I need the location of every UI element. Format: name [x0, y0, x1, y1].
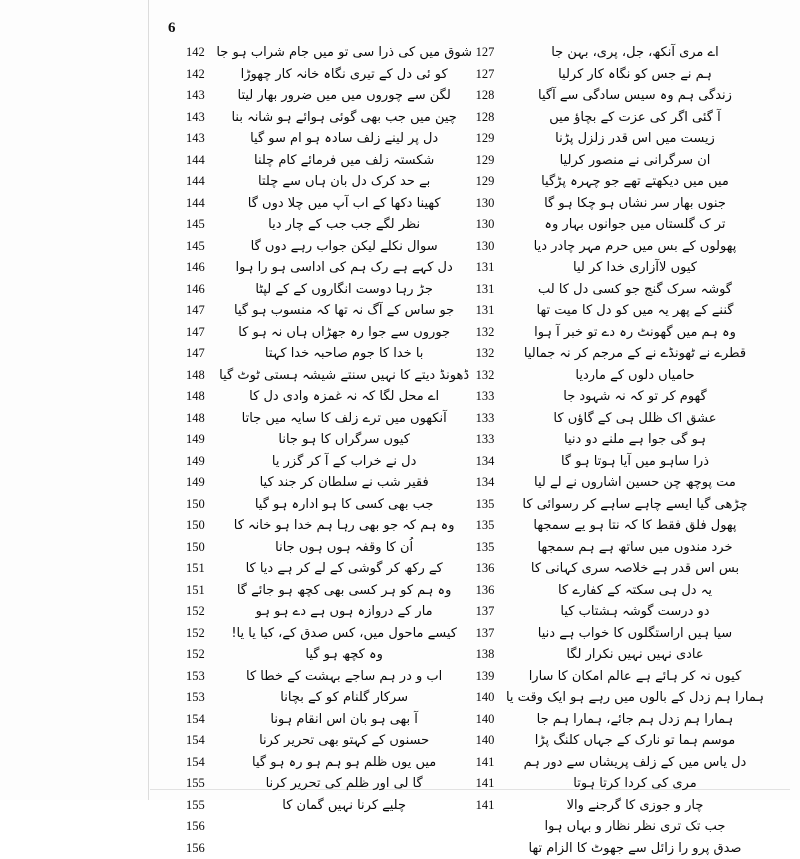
index-entry[interactable]	[150, 752, 208, 774]
index-entry-title: ان سرگرانی نے منصور کرلیا	[506, 150, 764, 172]
index-entry-title: چڑھی گیا ایسے چاہے ساہے کر رسوائی کا	[506, 494, 764, 516]
index-entry-page-number: 129	[472, 150, 498, 172]
index-entry-page-number: 151	[182, 558, 208, 580]
index-entry-page-number: 133	[472, 408, 498, 430]
index-entry-page-number: 148	[182, 365, 208, 387]
index-entry-page-number: 143	[182, 128, 208, 150]
index-entry[interactable]	[216, 214, 498, 236]
index-entry-page-number: 131	[472, 257, 498, 279]
index-entry[interactable]	[506, 42, 790, 64]
index-entry-title: کیوں سرگراں کا ہو جانا	[216, 429, 472, 451]
index-entry[interactable]	[150, 236, 208, 258]
index-entry-title: سوال نکلے لیکن جواب رہے دوں گا	[216, 236, 472, 258]
index-entry-page-number: 129	[472, 171, 498, 193]
index-entry-page-number: 137	[472, 601, 498, 623]
index-entry-title: عادی نہیں نہیں نکرار لگا	[506, 644, 764, 666]
index-entry-title: گھوم کر تو کہ نہ شہود جا	[506, 386, 764, 408]
index-entry[interactable]	[506, 128, 790, 150]
index-entry[interactable]	[506, 193, 790, 215]
index-entry[interactable]	[150, 537, 208, 559]
index-entry-title: مار کے دروازہ ہوں ہے دے ہو ہو	[216, 601, 472, 623]
index-entry-page-number: 146	[182, 279, 208, 301]
index-entry-title: اب و در ہم ساجے بہشت کے خطا کا	[216, 666, 472, 688]
index-entry[interactable]	[506, 85, 790, 107]
index-entry[interactable]	[216, 687, 498, 709]
index-entry[interactable]	[216, 752, 498, 774]
index-entry-title: نظر لگے جب جب کے چار دیا	[216, 214, 472, 236]
index-entry-page-number: 152	[182, 623, 208, 645]
index-entry[interactable]	[216, 709, 498, 731]
index-entry[interactable]	[506, 408, 790, 430]
index-entry[interactable]	[506, 494, 790, 516]
index-entry[interactable]	[216, 580, 498, 602]
index-entry-title: دل یاس میں کے زلف پریشاں سے دور ہم	[506, 752, 764, 774]
index-entry-page-number: 153	[182, 666, 208, 688]
index-entry[interactable]	[216, 150, 498, 172]
index-entry-page-number: 134	[472, 451, 498, 473]
index-entry-page-number: 143	[182, 85, 208, 107]
index-entry-title: مت پوچھ چن حسین اشاروں نے لے لیا	[506, 472, 764, 494]
index-entry-page-number: 140	[472, 709, 498, 731]
index-entry[interactable]	[216, 601, 498, 623]
index-entry[interactable]	[216, 386, 498, 408]
index-entry[interactable]	[216, 795, 498, 817]
index-entry-page-number: 134	[472, 472, 498, 494]
index-entry-title: جب بھی کسی کا ہو ادارہ ہو گیا	[216, 494, 472, 516]
index-entry-page-number: 132	[472, 322, 498, 344]
index-columns	[150, 42, 790, 859]
index-entry[interactable]	[216, 515, 498, 537]
index-entry-page-number: 135	[472, 515, 498, 537]
index-entry-title: چین میں جب بھی گوئی ہوائے ہو شانہ بنا	[216, 107, 472, 129]
index-entry[interactable]	[150, 85, 208, 107]
index-entry-title: کیوں نہ کر ہائے ہے عالم امکان کا سارا	[506, 666, 764, 688]
index-entry[interactable]	[506, 644, 790, 666]
index-entry-title: فقیر شب نے سلطان کر جند کیا	[216, 472, 472, 494]
page-number: 6	[168, 20, 176, 37]
index-entry[interactable]	[150, 429, 208, 451]
index-entry[interactable]	[216, 85, 498, 107]
index-entry-title: عشق اک ظلل ہی کے گاؤں کا	[506, 408, 764, 430]
index-entry-title: بے حد کرک دل بان ہاں سے چلتا	[216, 171, 472, 193]
index-entry[interactable]	[216, 408, 498, 430]
index-entry-page-number: 142	[182, 42, 208, 64]
index-entry-page-number: 156	[182, 838, 208, 859]
index-entry-title: آ گئی اگر کی عزت کے بچاؤ میں	[506, 107, 764, 129]
index-column-left	[150, 42, 208, 859]
index-entry-page-number: 132	[472, 343, 498, 365]
index-entry[interactable]	[150, 408, 208, 430]
index-entry[interactable]	[506, 623, 790, 645]
index-entry-title: کے رکھ کر گوشی کے لے کر ہے دیا کا	[216, 558, 472, 580]
index-entry-page-number: 133	[472, 386, 498, 408]
index-entry-title: پھولوں کے بس میں حرم مہر چادر دیا	[506, 236, 764, 258]
index-entry-page-number: 136	[472, 558, 498, 580]
index-entry-title: زندگی ہم وہ سیس سادگی سے آگیا	[506, 85, 764, 107]
index-entry[interactable]	[150, 709, 208, 731]
index-entry[interactable]	[506, 279, 790, 301]
index-entry-title: میں میں دیکھتے تھے جو چہرہ پڑگیا	[506, 171, 764, 193]
index-entry-title: جڑ رہا دوست انگاروں کے کے لپٹا	[216, 279, 472, 301]
index-entry[interactable]	[150, 838, 208, 859]
index-entry[interactable]	[506, 171, 790, 193]
index-entry-page-number: 152	[182, 601, 208, 623]
index-entry[interactable]	[506, 214, 790, 236]
index-entry-page-number: 140	[472, 730, 498, 752]
index-entry[interactable]	[150, 730, 208, 752]
index-entry-page-number: 149	[182, 472, 208, 494]
index-entry-title: زیست میں اس قدر زلزل پڑنا	[506, 128, 764, 150]
index-entry-title: جنوں بھار سر نشاں ہو چکا ہو گا	[506, 193, 764, 215]
index-entry[interactable]	[506, 429, 790, 451]
index-entry-page-number: 147	[182, 343, 208, 365]
index-entry[interactable]	[506, 709, 790, 731]
index-entry-title: وہ ہم میں گھونٹ رہ دے تو خبر آ ہوا	[506, 322, 764, 344]
index-entry-title: بس اس قدر ہے خلاصہ سری کہانی کا	[506, 558, 764, 580]
index-entry[interactable]	[216, 537, 498, 559]
index-entry[interactable]	[216, 730, 498, 752]
index-entry[interactable]	[150, 322, 208, 344]
index-entry-page-number: 147	[182, 322, 208, 344]
index-entry[interactable]	[216, 193, 498, 215]
index-entry[interactable]	[506, 816, 790, 838]
index-entry-page-number: 146	[182, 257, 208, 279]
index-entry-title: قطرے نے ٹھونڈے نے کے مرجم کر نہ جمالیا	[506, 343, 764, 365]
index-entry-page-number: 129	[472, 128, 498, 150]
index-entry-page-number: 138	[472, 644, 498, 666]
index-entry-page-number: 135	[472, 494, 498, 516]
index-entry[interactable]	[216, 773, 498, 795]
index-entry[interactable]	[150, 171, 208, 193]
index-entry[interactable]	[506, 343, 790, 365]
index-entry[interactable]	[506, 386, 790, 408]
index-entry[interactable]	[506, 451, 790, 473]
index-entry-page-number: 150	[182, 537, 208, 559]
index-entry[interactable]	[150, 257, 208, 279]
index-entry[interactable]	[506, 64, 790, 86]
index-entry[interactable]	[216, 666, 498, 688]
index-entry[interactable]	[506, 107, 790, 129]
index-entry[interactable]	[216, 451, 498, 473]
index-entry-title: وہ کچھ ہو گیا	[216, 644, 472, 666]
index-entry-page-number: 141	[472, 752, 498, 774]
index-entry[interactable]	[506, 472, 790, 494]
index-entry-title: گوشہ سرک گنج جو کسی دل کا لب	[506, 279, 764, 301]
index-entry-page-number: 136	[472, 580, 498, 602]
index-entry[interactable]	[150, 64, 208, 86]
index-entry-title: ہمارا ہم زدل ہم جائے، ہمارا ہم جا	[506, 709, 764, 731]
index-entry-title: آ بھی ہو بان اس انقام ہونا	[216, 709, 472, 731]
index-entry[interactable]	[506, 752, 790, 774]
index-entry[interactable]	[150, 644, 208, 666]
index-entry-page-number: 128	[472, 85, 498, 107]
index-entry[interactable]	[506, 795, 790, 817]
index-entry[interactable]	[216, 322, 498, 344]
index-entry[interactable]	[150, 214, 208, 236]
index-entry[interactable]	[506, 537, 790, 559]
index-entry[interactable]	[216, 236, 498, 258]
index-entry-page-number: 143	[182, 107, 208, 129]
index-entry[interactable]	[150, 150, 208, 172]
index-entry[interactable]	[150, 515, 208, 537]
index-entry-title: سرکار گلنام کو کے بچانا	[216, 687, 472, 709]
index-entry-page-number: 154	[182, 752, 208, 774]
index-entry-title: چلیے کرنا نہیں گمان کا	[216, 795, 472, 817]
index-entry[interactable]	[150, 623, 208, 645]
index-entry-page-number: 147	[182, 300, 208, 322]
index-entry-title: دل نے خراب کے آ کر گزر یا	[216, 451, 472, 473]
index-entry-title: وہ ہم کہ جو بھی رہا ہم خدا ہو خانہ کا	[216, 515, 472, 537]
index-entry-page-number: 144	[182, 171, 208, 193]
index-entry-title: حسنوں کے کہتو بھی تحریر کرنا	[216, 730, 472, 752]
index-entry-page-number: 130	[472, 236, 498, 258]
index-entry[interactable]	[150, 365, 208, 387]
index-entry[interactable]	[150, 795, 208, 817]
index-entry-title: ذرا ساہو میں آیا ہوتا ہو گا	[506, 451, 764, 473]
index-entry[interactable]	[216, 343, 498, 365]
index-column-middle	[216, 42, 498, 859]
index-entry[interactable]	[216, 42, 498, 64]
index-entry-title: جو ساس کے آگ نہ تھا کہ منسوب ہو گیا	[216, 300, 472, 322]
index-entry[interactable]	[150, 279, 208, 301]
index-entry[interactable]	[506, 666, 790, 688]
index-entry-title: شکستہ زلف میں فرمائے کام چلنا	[216, 150, 472, 172]
index-entry-page-number: 127	[472, 64, 498, 86]
index-entry-title: لگن سے چوروں میں میں ضرور بھار لیتا	[216, 85, 472, 107]
index-entry[interactable]	[150, 193, 208, 215]
index-entry[interactable]	[216, 257, 498, 279]
index-entry[interactable]	[216, 472, 498, 494]
index-entry-page-number: 133	[472, 429, 498, 451]
index-entry-title: کو ئی دل کے تیری نگاہ خانہ کار چھوڑا	[216, 64, 472, 86]
index-entry[interactable]	[506, 150, 790, 172]
index-entry-title: یہ دل ہی سکتہ کے کفارے کا	[506, 580, 764, 602]
index-entry[interactable]	[506, 322, 790, 344]
index-entry[interactable]	[216, 107, 498, 129]
index-entry-title: جب تک تری نظر نظار و بہاں ہوا	[506, 816, 764, 838]
index-entry-page-number: 130	[472, 214, 498, 236]
index-entry[interactable]	[506, 257, 790, 279]
index-entry[interactable]	[150, 386, 208, 408]
index-entry[interactable]	[216, 494, 498, 516]
index-entry-page-number: 148	[182, 386, 208, 408]
index-entry[interactable]	[506, 365, 790, 387]
index-entry[interactable]	[506, 515, 790, 537]
index-entry-title: کیوں لاآزاری خدا کر لیا	[506, 257, 764, 279]
index-entry-title: ڈھونڈ دیتے کا نہیں سنتے شیشہ ہستی ٹوٹ گیا	[216, 365, 472, 387]
index-entry-page-number: 156	[182, 816, 208, 838]
scan-edge-left	[148, 0, 149, 800]
index-entry-page-number: 150	[182, 494, 208, 516]
index-entry-page-number: 141	[472, 773, 498, 795]
index-entry[interactable]	[506, 236, 790, 258]
index-entry[interactable]	[150, 494, 208, 516]
index-entry-title: آنکھوں میں ترے زلف کا سایہ میں جاتا	[216, 408, 472, 430]
index-entry-title: اے مری آنکھ، جل، پری، بہن جا	[506, 42, 764, 64]
index-entry-page-number: 139	[472, 666, 498, 688]
index-entry-title: گننے کے پھر یہ میں کو دل کا میت تھا	[506, 300, 764, 322]
index-entry-page-number: 155	[182, 795, 208, 817]
index-entry-page-number: 144	[182, 150, 208, 172]
index-entry-title: ہمارا ہم زدل کے بالوں میں رہے ہو ایک وقت یا	[506, 687, 764, 709]
index-entry-page-number: 130	[472, 193, 498, 215]
index-entry[interactable]	[150, 558, 208, 580]
index-entry[interactable]	[216, 300, 498, 322]
index-entry-title: تر ک گلستاں میں جوانوں بہار وہ	[506, 214, 764, 236]
index-entry-title: صدق پرو را زائل سے جھوٹ کا الزام تھا	[506, 838, 764, 859]
index-entry[interactable]	[150, 666, 208, 688]
index-entry-page-number: 131	[472, 300, 498, 322]
index-entry[interactable]	[150, 601, 208, 623]
index-entry[interactable]	[150, 128, 208, 150]
index-entry[interactable]	[216, 279, 498, 301]
index-entry-page-number: 151	[182, 580, 208, 602]
index-entry-title: شوق میں کی ذرا سی تو میں جام شراب ہو جا	[216, 42, 472, 64]
index-entry-page-number: 149	[182, 451, 208, 473]
index-entry-page-number: 142	[182, 64, 208, 86]
index-entry-title: ہو گی جوا ہے ملنے دو دنیا	[506, 429, 764, 451]
index-entry-page-number: 154	[182, 709, 208, 731]
index-entry-title: مری کی کردا کرتا ہوتا	[506, 773, 764, 795]
index-entry-title: اُن کا وقفہ ہوں ہوں جانا	[216, 537, 472, 559]
index-entry-page-number: 148	[182, 408, 208, 430]
index-entry[interactable]	[150, 687, 208, 709]
index-entry[interactable]	[150, 773, 208, 795]
index-entry[interactable]	[150, 343, 208, 365]
index-entry-title: میں یوں ظلم ہو ہم ہو رہ ہو گیا	[216, 752, 472, 774]
index-entry-page-number: 127	[472, 42, 498, 64]
index-entry[interactable]	[506, 580, 790, 602]
index-entry[interactable]	[216, 171, 498, 193]
index-entry[interactable]	[506, 601, 790, 623]
index-entry-title: اے محل لگا کہ نہ غمزہ وادی دل کا	[216, 386, 472, 408]
index-entry-page-number: 145	[182, 236, 208, 258]
index-entry-page-number: 149	[182, 429, 208, 451]
index-entry[interactable]	[506, 838, 790, 859]
index-entry-title: پھول فلق فقط کا کہ نتا ہو یے سمجھا	[506, 515, 764, 537]
index-entry-page-number: 131	[472, 279, 498, 301]
index-entry-page-number: 150	[182, 515, 208, 537]
index-entry[interactable]	[150, 107, 208, 129]
index-entry[interactable]	[216, 623, 498, 645]
index-entry[interactable]	[216, 644, 498, 666]
index-entry[interactable]	[150, 451, 208, 473]
index-entry-page-number: 152	[182, 644, 208, 666]
index-entry[interactable]	[506, 773, 790, 795]
index-entry-title: سیا ہیں اراستگلوں کا خواب ہے دنیا	[506, 623, 764, 645]
index-entry-title: دل کہے ہے رک ہم کی اداسی ہو را ہوا	[216, 257, 472, 279]
index-entry[interactable]	[150, 816, 208, 838]
index-entry[interactable]	[506, 730, 790, 752]
index-entry-page-number: 154	[182, 730, 208, 752]
index-entry-page-number: 132	[472, 365, 498, 387]
index-entry-title: حامیاں دلوں کے ماردیا	[506, 365, 764, 387]
index-entry-title: با خدا کا جوم صاحبہ خدا کہتا	[216, 343, 472, 365]
index-entry[interactable]	[506, 300, 790, 322]
index-entry-title: چار و جوزی کا گرجنے والا	[506, 795, 764, 817]
index-entry-title: دل پر لینے زلف سادہ ہو ام سو گیا	[216, 128, 472, 150]
index-entry-page-number: 155	[182, 773, 208, 795]
index-entry[interactable]	[150, 42, 208, 64]
index-entry-title: وہ ہم کو ہر کسی بھی کچھ ہو جائے گا	[216, 580, 472, 602]
index-entry[interactable]	[150, 300, 208, 322]
index-entry-title: ہم نے جس کو نگاہ کار کرلیا	[506, 64, 764, 86]
index-entry-page-number: 140	[472, 687, 498, 709]
index-entry[interactable]	[150, 472, 208, 494]
index-entry[interactable]	[216, 365, 498, 387]
index-entry-page-number: 128	[472, 107, 498, 129]
index-entry-title: جوروں سے جوا رہ جھڑاں ہاں نہ ہو کا	[216, 322, 472, 344]
index-entry[interactable]	[150, 580, 208, 602]
index-entry-title: خرد مندوں میں ساتھ ہے ہم سمجھا	[506, 537, 764, 559]
index-entry-title: موسم ہما تو نارک کے جہاں کلنگ پڑا	[506, 730, 764, 752]
index-entry-title: کھینا دکھا کے اب آپ میں چلا دوں گا	[216, 193, 472, 215]
index-entry[interactable]	[506, 558, 790, 580]
index-entry-page-number: 137	[472, 623, 498, 645]
index-entry-page-number: 144	[182, 193, 208, 215]
index-entry-page-number: 153	[182, 687, 208, 709]
index-entry-page-number: 141	[472, 795, 498, 817]
index-entry-page-number: 145	[182, 214, 208, 236]
index-entry[interactable]	[216, 128, 498, 150]
index-entry-title: کیسے ماحول میں، کس صدق کے، کیا یا یا!	[216, 623, 472, 645]
index-entry[interactable]	[216, 64, 498, 86]
index-entry[interactable]	[216, 429, 498, 451]
index-column-right	[506, 42, 790, 859]
index-entry[interactable]	[506, 687, 790, 709]
index-entry-title: دو درست گوشہ ہشتاب کیا	[506, 601, 764, 623]
index-entry[interactable]	[216, 558, 498, 580]
index-entry-title: گا لی اور ظلم کی تحریر کرنا	[216, 773, 472, 795]
index-entry-page-number: 135	[472, 537, 498, 559]
